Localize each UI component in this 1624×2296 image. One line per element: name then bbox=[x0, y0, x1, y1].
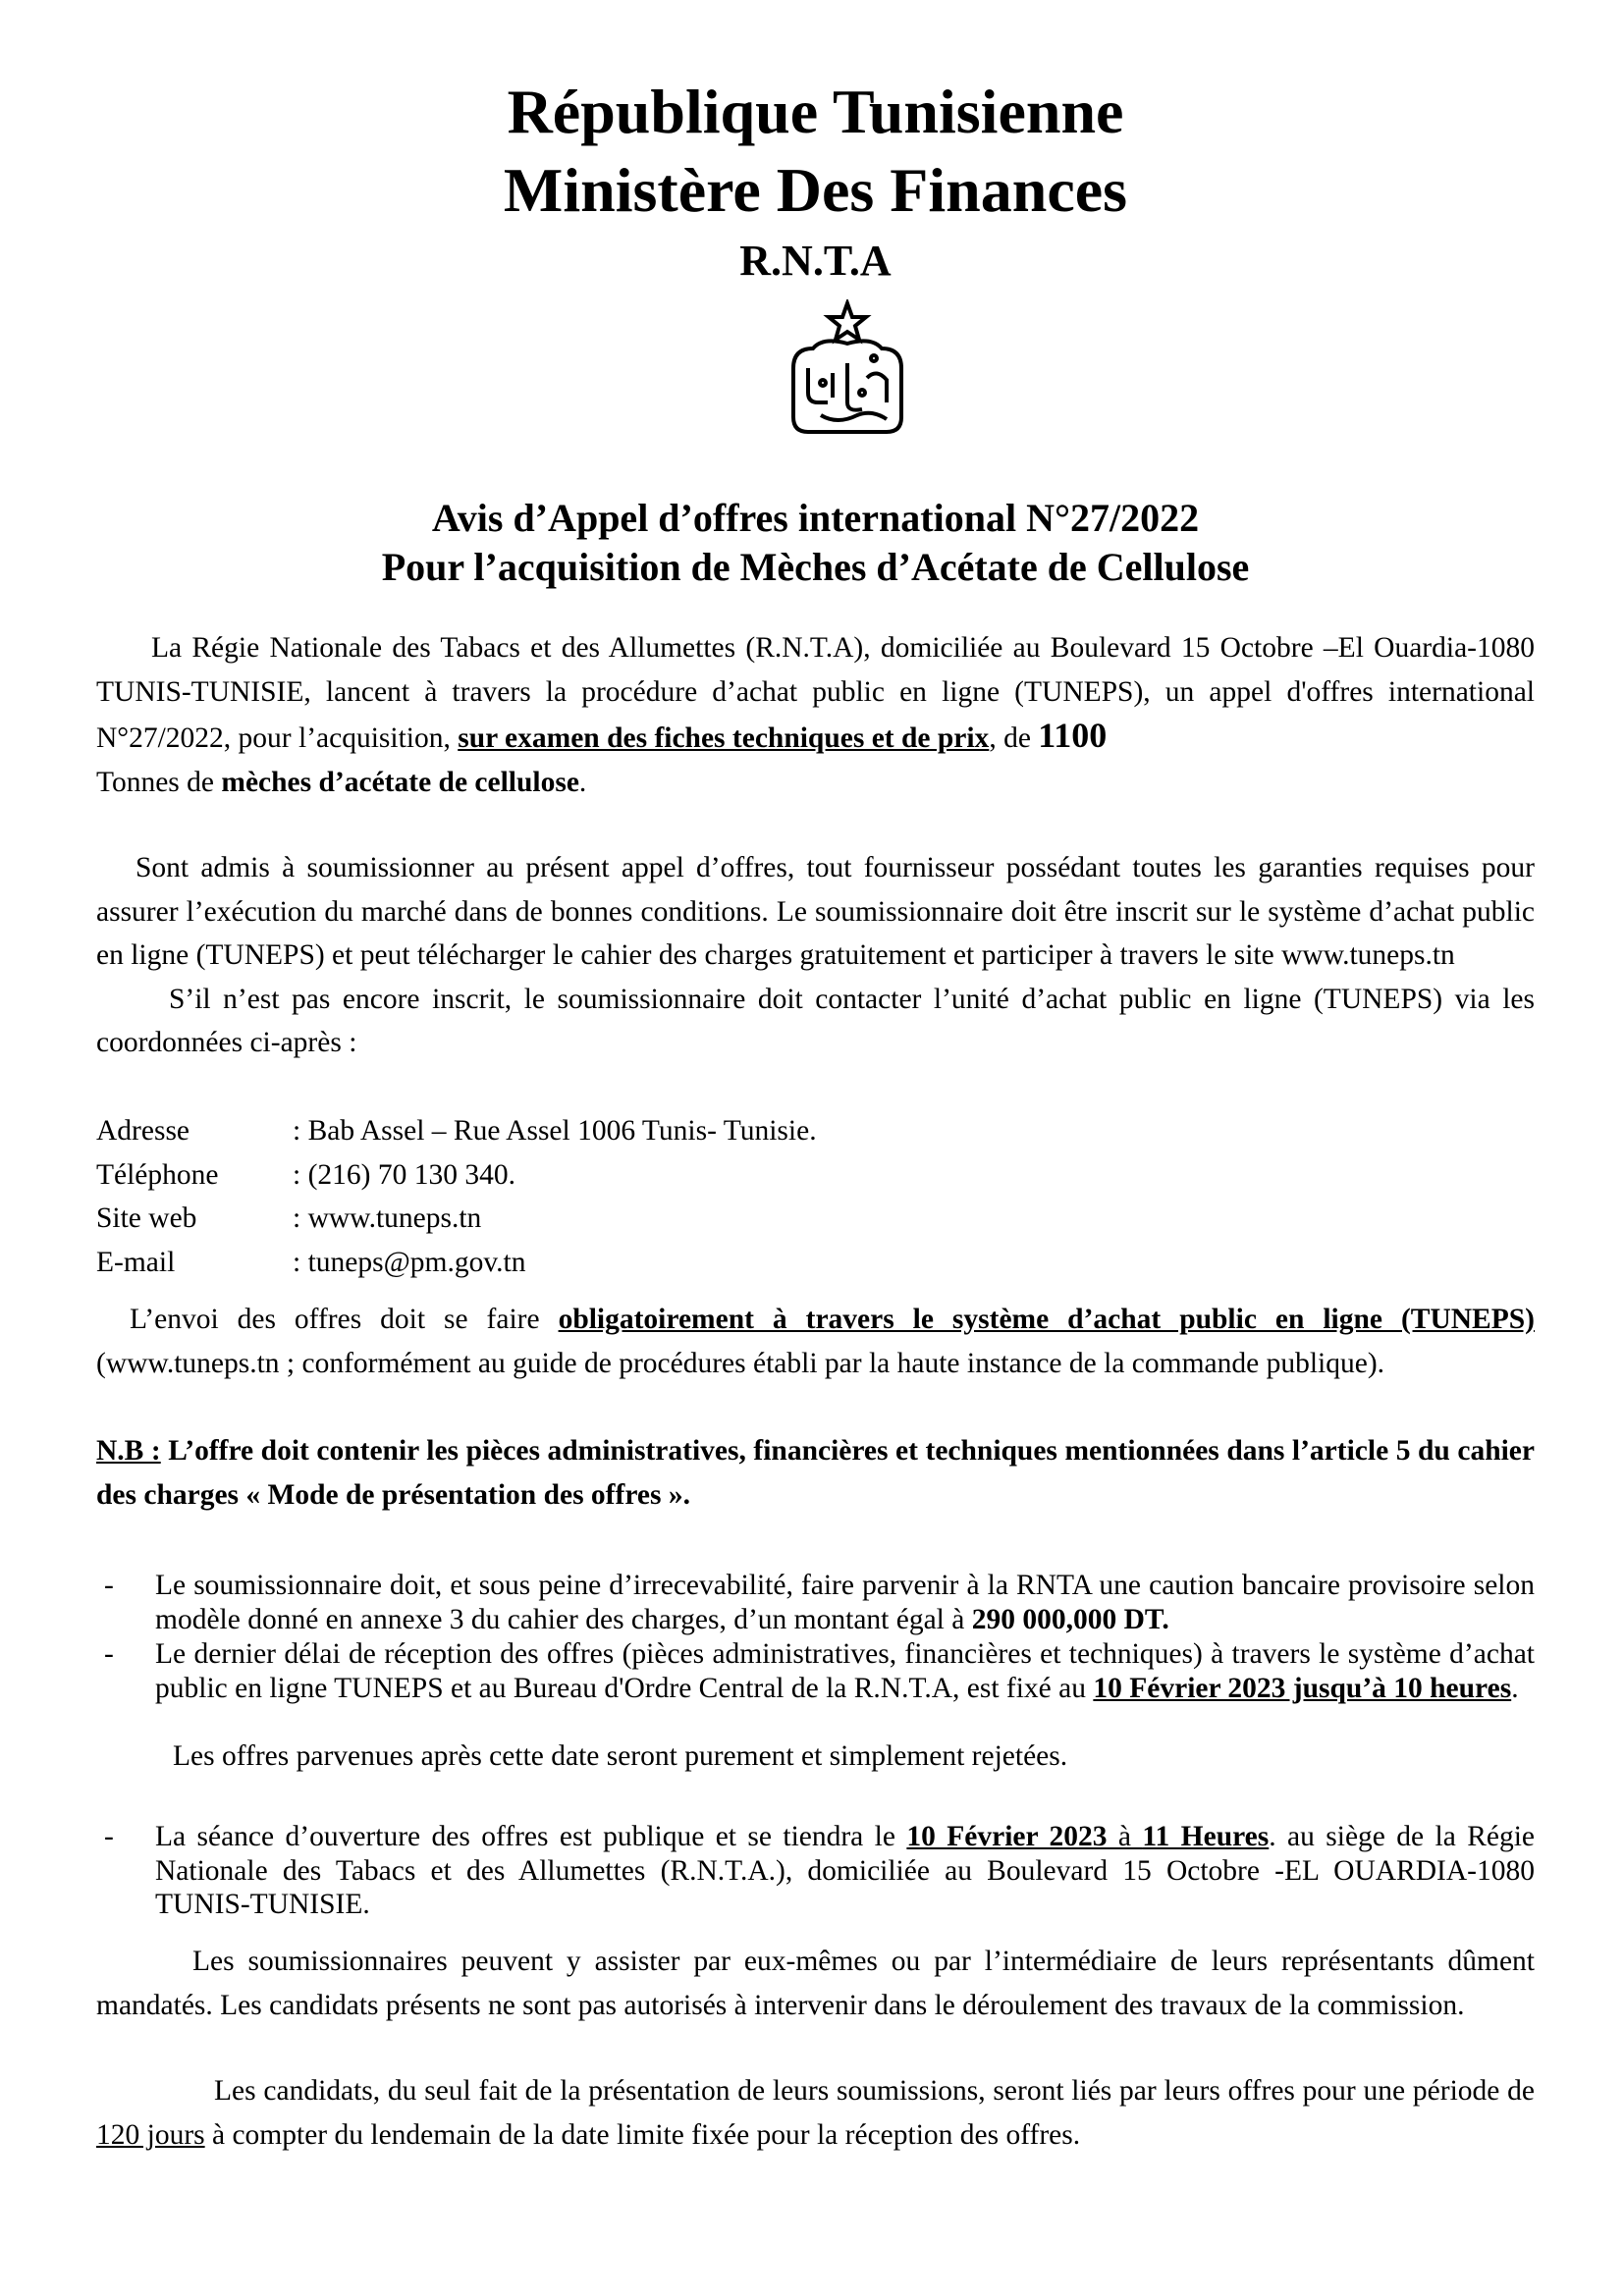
late-offers-note: Les offres parvenues après cette date seront purement et simplement rejetées. bbox=[173, 1740, 1068, 1772]
nb-label: N.B : bbox=[96, 1435, 161, 1467]
nb-text: L’offre doit contenir les pièces administratives, financières et techniques mentionnées dans l’article 5 du cahier des charges « Mode de présentation des offres ». bbox=[96, 1435, 1535, 1511]
contact-value: : www.tuneps.tn bbox=[293, 1202, 482, 1234]
submission-text: L’envoi des offres doit se faire bbox=[130, 1304, 559, 1335]
contact-value: : (216) 70 130 340. bbox=[293, 1158, 515, 1191]
header-rnta: R.N.T.A bbox=[739, 237, 892, 285]
opening-text: La séance d’ouverture des offres est publique et se tiendra le bbox=[155, 1821, 907, 1852]
intro-text-2: , de bbox=[989, 722, 1039, 754]
list-dash: - bbox=[104, 1570, 114, 1601]
validity-period: 120 jours bbox=[96, 2118, 205, 2151]
validity-text-2: à compter du lendemain de la date limite fixée pour la réception des offres. bbox=[204, 2118, 1081, 2151]
eligibility-text: Sont admis à soumissionner au présent appel d’offres, tout fournisseur possédant toutes les garanties requises pour assurer l’exécution du marché dans de bonnes conditions. Le soumissionnaire doit être inscrit sur le système d’achat public en ligne (TUNEPS) et peut télécharger le cahier des charges gratuitement et participer à travers le site www.tuneps.tn bbox=[96, 852, 1535, 971]
opening-text-2: . au siège de la Régie Nationale des Tabacs et des Allumettes (R.N.T.A.), domiciliée au Boulevard 15 Octobre -EL OUARDIA-1080 TUNIS-TUNISIE. bbox=[155, 1821, 1536, 1920]
intro-text-3: Tonnes de bbox=[96, 766, 222, 798]
deadline-date: 10 Février 2023 jusqu’à 10 heures bbox=[1093, 1672, 1512, 1704]
contact-value: : tuneps@pm.gov.tn bbox=[293, 1246, 526, 1278]
contact-label: E-mail bbox=[96, 1246, 176, 1278]
paragraph-nb bbox=[96, 1429, 1535, 1517]
notice-title: Avis d’Appel d’offres international N°27/2022 bbox=[431, 496, 1200, 540]
contact-label: Site web bbox=[96, 1202, 197, 1234]
header-republic: République Tunisienne bbox=[507, 77, 1124, 146]
intro-item: mèches d’acétate de cellulose bbox=[221, 766, 579, 798]
opening-hour: 11 Heures bbox=[1142, 1821, 1270, 1852]
opening-date: 10 Février 2023 bbox=[906, 1821, 1108, 1852]
deadline-text: Le dernier délai de réception des offres (pièces administratives, financières et techniques) à travers le système d’achat public en ligne TUNEPS et au Bureau d'Ordre Central de la R.N.T.A, est fixé au bbox=[155, 1638, 1535, 1704]
paragraph-submission bbox=[96, 1298, 1535, 1385]
list-item-deadline bbox=[96, 1637, 1535, 1705]
header-ministry: Ministère Des Finances bbox=[503, 155, 1128, 225]
paragraph-intro bbox=[96, 626, 1535, 804]
list-dash: - bbox=[104, 1821, 114, 1852]
star-calligraphy-emblem-icon bbox=[764, 299, 931, 447]
list-item-guarantee bbox=[96, 1569, 1535, 1636]
intro-evaluation-mode: sur examen des fiches techniques et de prix bbox=[458, 722, 990, 754]
paragraph-eligibility bbox=[96, 846, 1535, 1065]
contact-row-phone bbox=[96, 1153, 817, 1198]
registration-text: S’il n’est pas encore inscrit, le soumissionnaire doit contacter l’unité d’achat public en ligne (TUNEPS) via les coordonnées ci-après : bbox=[96, 983, 1535, 1058]
guarantee-amount: 290 000,000 DT. bbox=[971, 1603, 1169, 1635]
paragraph-attendance: Les soumissionnaires peuvent y assister par eux-mêmes ou par l’intermédiaire de leurs représentants dûment mandatés. Les candidats présents ne sont pas autorisés à intervenir dans le déroulement des travaux de la commission. bbox=[96, 1946, 1535, 2021]
submission-text-2: (www.tuneps.tn ; conformément au guide de procédures établi par la haute instance de la commande publique). bbox=[96, 1347, 1385, 1379]
contact-list bbox=[96, 1109, 817, 1284]
contact-label: Téléphone bbox=[96, 1158, 219, 1191]
intro-text: La Régie Nationale des Tabacs et des Allumettes (R.N.T.A), domiciliée au Boulevard 15 Octobre –El Ouardia-1080 TUNIS-TUNISIE, lancent à travers la procédure d’achat public en ligne (TUNEPS), un appel d'offres international N°27/2022, pour l’acquisition, bbox=[96, 632, 1535, 754]
contact-row-website bbox=[96, 1197, 817, 1241]
guarantee-text: Le soumissionnaire doit, et sous peine d’irrecevabilité, faire parvenir à la RNTA une caution bancaire provisoire selon modèle donné en annexe 3 du cahier des charges, d’un montant égal à bbox=[155, 1570, 1535, 1635]
intro-text-end: . bbox=[578, 766, 587, 798]
contact-label: Adresse bbox=[96, 1115, 190, 1147]
intro-quantity: 1100 bbox=[1038, 716, 1108, 755]
notice-subtitle: Pour l’acquisition de Mèches d’Acétate de Cellulose bbox=[381, 545, 1250, 589]
validity-text: Les candidats, du seul fait de la présentation de leurs soumissions, seront liés par leurs offres pour une période de bbox=[214, 2075, 1535, 2107]
contact-row-email bbox=[96, 1241, 817, 1285]
submission-requirement: obligatoirement à travers le système d’achat public en ligne (TUNEPS) bbox=[558, 1304, 1535, 1335]
contact-row-address bbox=[96, 1109, 817, 1153]
list-dash: - bbox=[104, 1638, 114, 1670]
contact-value: : Bab Assel – Rue Assel 1006 Tunis- Tunisie. bbox=[293, 1115, 817, 1147]
paragraph-validity bbox=[96, 2069, 1535, 2157]
list-item-opening bbox=[96, 1820, 1535, 1922]
opening-mid: à bbox=[1107, 1821, 1143, 1852]
deadline-end: . bbox=[1511, 1672, 1519, 1704]
